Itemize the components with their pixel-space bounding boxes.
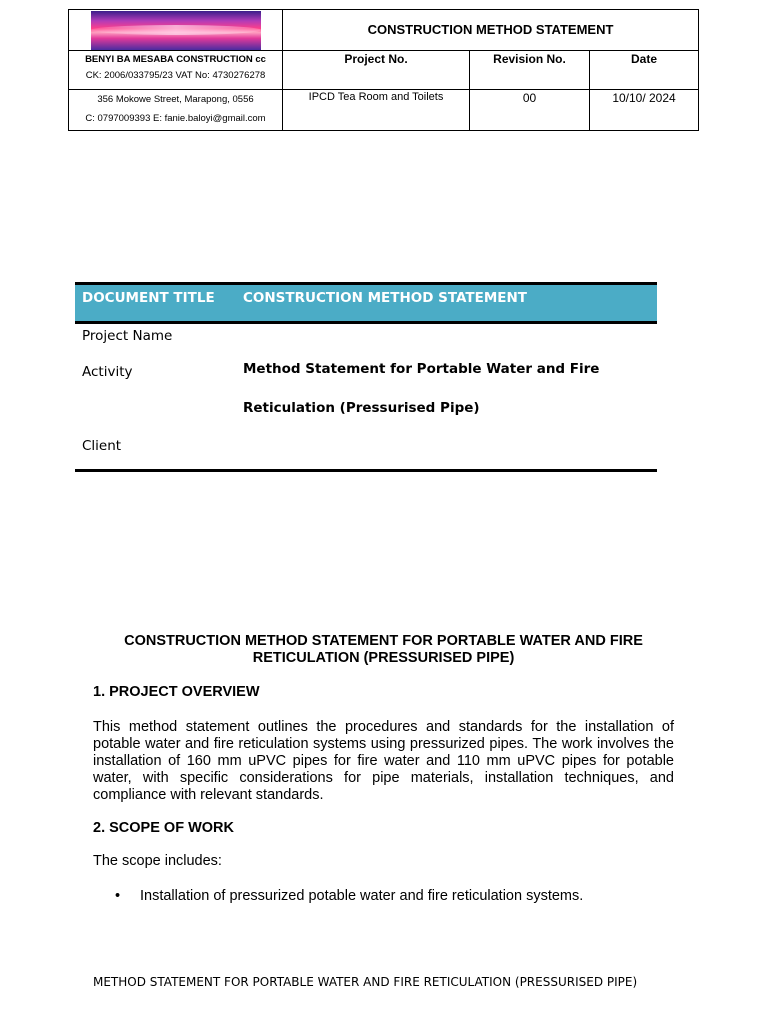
- section1-paragraph: This method statement outlines the procedures and standards for the installation of potable water and fire reticulation systems using pressurized pipes. The work involves the installation of 160 mm uPVC pipes for fire water and 110 mm uPVC pipes for potable water, with specific considerations for pipe materials, installation techniques, and compliance with relevant standards.: [93, 719, 674, 803]
- document-body: [93, 633, 674, 904]
- date-value: 10/10/ 2024: [590, 90, 699, 131]
- activity-value-line2: Reticulation (Pressurised Pipe): [243, 400, 480, 416]
- project-no-value: IPCD Tea Room and Toilets: [283, 90, 470, 131]
- company-address: 356 Mokowe Street, Marapong, 0556: [97, 94, 254, 105]
- document-title-row: [75, 282, 657, 324]
- revision-label: Revision No.: [470, 51, 590, 90]
- main-title: [93, 633, 674, 667]
- header-title: CONSTRUCTION METHOD STATEMENT: [283, 10, 699, 51]
- company-info: [69, 51, 283, 90]
- activity-value-line1: Method Statement for Portable Water and Fire: [243, 361, 600, 377]
- header-table: [68, 9, 699, 131]
- client-label: Client: [82, 438, 122, 454]
- section2-heading: 2. SCOPE OF WORK: [93, 820, 234, 836]
- main-title-line2: RETICULATION (PRESSURISED PIPE): [252, 650, 515, 666]
- document-info-block: [75, 282, 657, 454]
- activity-label: Activity: [82, 364, 133, 380]
- project-name-label: Project Name: [82, 328, 173, 344]
- company-registration: CK: 2006/033795/23 VAT No: 4730276278: [85, 70, 266, 81]
- company-contact: [69, 90, 283, 131]
- revision-value: 00: [470, 90, 590, 131]
- bullet-icon: •: [115, 888, 121, 904]
- scope-intro: The scope includes:: [93, 853, 222, 869]
- divider-line: [75, 469, 657, 472]
- main-title-line1: CONSTRUCTION METHOD STATEMENT FOR PORTABLE WATER AND FIRE: [124, 633, 643, 649]
- date-label: Date: [590, 51, 699, 90]
- company-logo: [91, 11, 261, 50]
- section1-heading: 1. PROJECT OVERVIEW: [93, 684, 260, 700]
- company-phone-email: C: 0797009393 E: fanie.baloyi@gmail.com: [85, 113, 266, 124]
- logo-cell: [69, 10, 283, 51]
- page-footer: METHOD STATEMENT FOR PORTABLE WATER AND FIRE RETICULATION (PRESSURISED PIPE): [93, 975, 638, 989]
- project-no-label: Project No.: [283, 51, 470, 90]
- company-name: BENYI BA MESABA CONSTRUCTION cc: [85, 54, 266, 65]
- scope-item-text: Installation of pressurized potable water and fire reticulation systems.: [140, 888, 584, 904]
- document-title-label: DOCUMENT TITLE: [82, 290, 215, 306]
- document-title-value: CONSTRUCTION METHOD STATEMENT: [243, 290, 528, 306]
